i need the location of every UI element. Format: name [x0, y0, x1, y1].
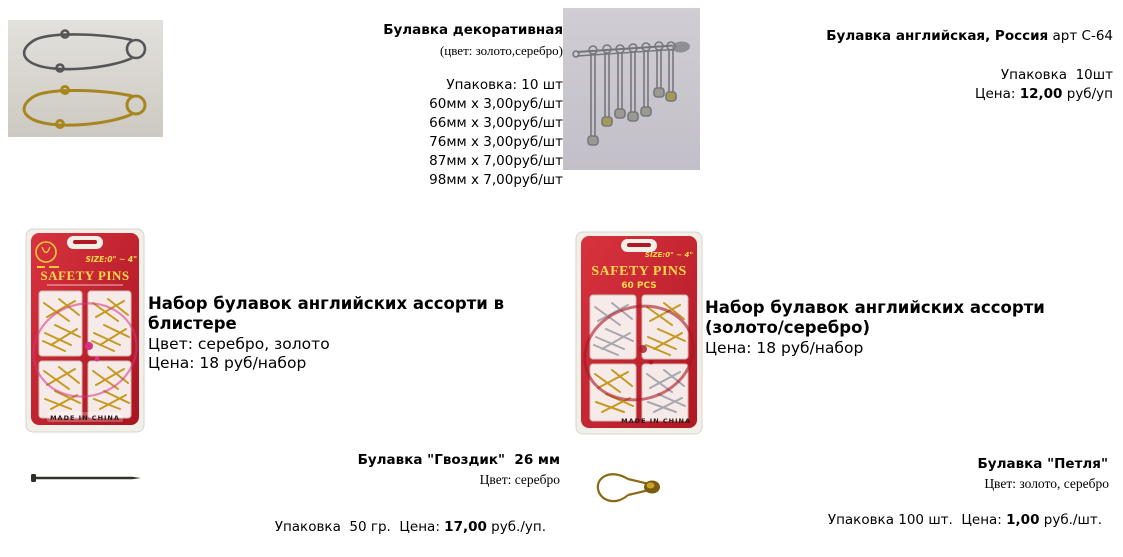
color-info: Цвет: серебро — [479, 472, 560, 487]
price-label: Цена: — [975, 86, 1020, 102]
product-title-bold: Булавка английская, Россия — [826, 28, 1049, 44]
pack-info: Упаковка 10шт — [1000, 67, 1113, 83]
price-line: 98мм х 7,00руб/шт — [429, 172, 563, 188]
price-line: Цена: 18 руб/набор — [705, 339, 864, 357]
price-unit: руб./шт. — [1039, 512, 1102, 528]
blister-size-note: SIZE:0" ~ 4" — [644, 251, 693, 259]
pack-info: Упаковка 50 гр. — [274, 519, 396, 535]
blister-brand: SAFETY PINS — [591, 264, 687, 279]
price-line — [826, 85, 1113, 104]
product-title-line1: Набор булавок английских ассорти в — [148, 294, 505, 313]
pack-info: Упаковка 100 шт. — [827, 512, 958, 528]
product-title — [705, 298, 1095, 338]
price-label: Цена: — [395, 519, 445, 535]
pack-info: Упаковка: 10 шт — [446, 77, 563, 93]
price-value: 17,00 — [444, 519, 487, 535]
color-info: Цвет: золото, серебро — [984, 476, 1109, 491]
pack-price-line — [828, 512, 1102, 528]
pack-price-line — [275, 519, 546, 535]
price-value: 12,00 — [1019, 86, 1063, 102]
product-title — [826, 28, 1113, 45]
decorative-pin-info — [383, 22, 563, 190]
assorted-gold-silver-info — [705, 298, 1095, 358]
assorted-blister-info — [148, 294, 538, 373]
product-title — [148, 294, 538, 334]
product-title: Булавка декоративная — [383, 22, 563, 38]
blister-brand: SAFETY PINS — [40, 268, 130, 283]
blister-made-in: MADE IN CHINA — [621, 417, 691, 425]
product-title: Булавка "Петля" — [977, 456, 1108, 472]
product-color-note: (цвет: золото,серебро) — [439, 43, 563, 58]
blister-made-in: MADE IN CHINA — [50, 414, 120, 422]
decorative-pins-photo — [8, 20, 163, 137]
price-value: 1,00 — [1006, 512, 1040, 528]
price-line: 76мм х 3,00руб/шт — [429, 134, 563, 150]
price-list — [383, 95, 563, 190]
price-line: Цена: 18 руб/набор — [148, 354, 307, 372]
price-label: Цена: — [957, 512, 1007, 528]
blister-size-note: SIZE:0" ~ 4" — [85, 255, 137, 264]
loop-pin-photo — [592, 466, 664, 510]
english-pin-info — [826, 28, 1113, 104]
nail-pin-photo — [28, 470, 143, 486]
gold-pins-blister-photo — [25, 228, 145, 433]
price-line: 87мм х 7,00руб/шт — [429, 153, 563, 169]
price-unit: руб./уп. — [486, 519, 546, 535]
price-line: 66мм х 3,00руб/шт — [429, 115, 563, 131]
blister-count-note: 60 PCS — [621, 281, 657, 291]
product-article: арт С-64 — [1048, 28, 1113, 44]
color-info: Цвет: серебро, золото — [148, 335, 330, 353]
product-title-line2: блистере — [148, 314, 237, 333]
price-unit: руб/уп — [1062, 86, 1113, 102]
product-title-line2: (золото/серебро) — [705, 318, 870, 337]
price-line: 60мм х 3,00руб/шт — [429, 96, 563, 112]
safety-pins-bunch-photo — [563, 8, 700, 170]
mixed-pins-blister-photo — [575, 231, 703, 435]
product-title: Булавка "Гвоздик" 26 мм — [357, 452, 560, 468]
product-title-line1: Набор булавок английских ассорти — [705, 298, 1045, 317]
